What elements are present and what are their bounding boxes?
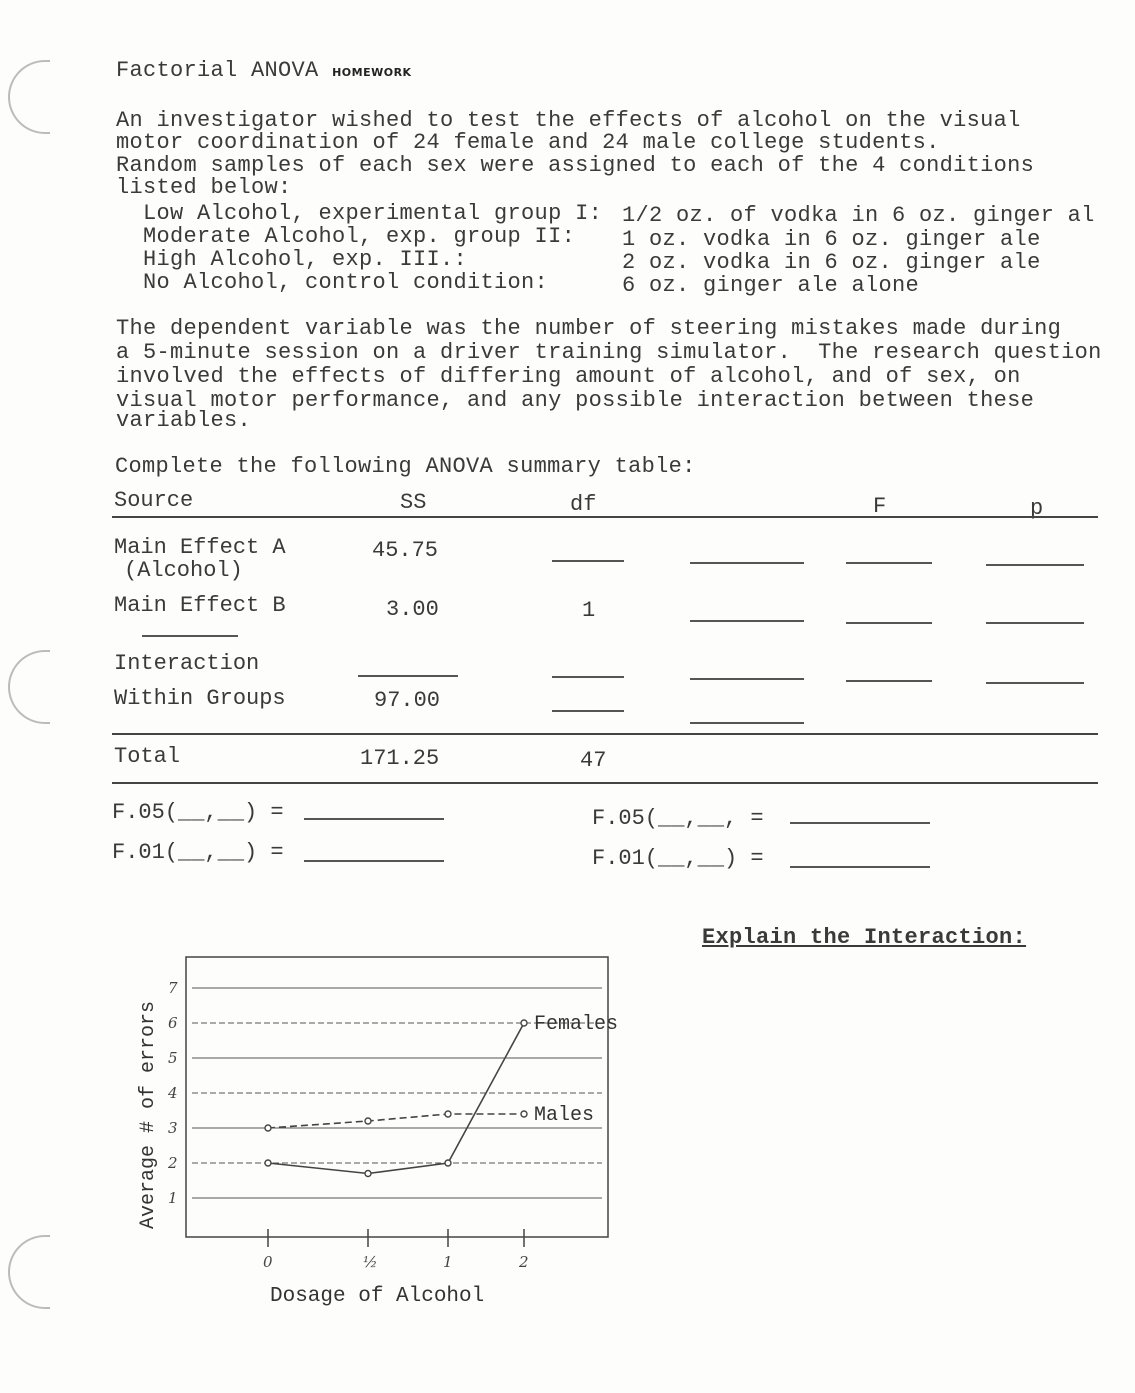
row-source: Within Groups (114, 686, 286, 711)
data-point (265, 1160, 271, 1166)
header-p: p (1030, 496, 1044, 521)
data-point (445, 1111, 451, 1117)
data-point (521, 1111, 527, 1117)
data-point (265, 1125, 271, 1131)
ms-blank[interactable] (690, 722, 804, 724)
total-rule (112, 733, 1098, 735)
page-title: Factorial ANOVA HOMEWORK (116, 58, 412, 83)
data-point (521, 1020, 527, 1026)
punch-hole (8, 1235, 50, 1309)
y-tick-label: 7 (168, 979, 178, 997)
p-blank[interactable] (986, 564, 1084, 566)
df-blank[interactable] (552, 676, 624, 678)
row-ss: 45.75 (372, 538, 439, 563)
row-source-sub: (Alcohol) (124, 558, 243, 583)
punch-hole (8, 650, 50, 724)
f01-blank[interactable] (304, 860, 444, 862)
data-point (365, 1118, 371, 1124)
x-tick-label: ½ (363, 1253, 378, 1271)
legend-label-males: Males (534, 1104, 595, 1127)
ms-blank[interactable] (690, 562, 804, 564)
row-df: 47 (580, 748, 607, 773)
row-ss: 3.00 (386, 597, 439, 622)
f-blank[interactable] (846, 562, 932, 564)
explain-heading: Explain the Interaction: (702, 925, 1027, 950)
y-tick-label: 6 (168, 1014, 178, 1032)
plot-frame (186, 957, 608, 1237)
f-blank[interactable] (846, 680, 932, 682)
handwritten-note: HOMEWORK (332, 66, 412, 79)
header-ss: SS (400, 490, 427, 515)
header-source: Source (114, 488, 194, 513)
condition-treatment: 2 oz. vodka in 6 oz. ginger ale (622, 250, 1041, 275)
f05-blank-b[interactable] (790, 822, 930, 824)
data-point (365, 1171, 371, 1177)
x-tick-label: 1 (443, 1253, 453, 1271)
series-line-females (268, 1023, 524, 1174)
series-line-males (268, 1114, 524, 1128)
header-rule (112, 516, 1098, 518)
condition-treatment: 1 oz. vodka in 6 oz. ginger ale (622, 227, 1041, 252)
condition-name: Low Alcohol, experimental group I: (143, 201, 603, 226)
f01-blank-b[interactable] (790, 866, 930, 868)
f05-label: F.05(__,__) = (112, 800, 284, 825)
legend-label-females: Females (534, 1013, 619, 1036)
row-source: Interaction (114, 651, 260, 676)
df-blank[interactable] (552, 710, 624, 712)
row-df: 1 (582, 598, 596, 623)
f05-label-b: F.05(__,__, = (592, 806, 764, 831)
x-tick-label: 0 (263, 1253, 273, 1271)
f-blank[interactable] (846, 622, 932, 624)
y-tick-label: 1 (168, 1189, 178, 1207)
y-tick-label: 3 (168, 1119, 178, 1137)
p-blank[interactable] (986, 622, 1084, 624)
df-blank[interactable] (552, 560, 624, 562)
y-axis-label: Average # of errors (137, 1000, 160, 1229)
p-blank[interactable] (986, 682, 1084, 684)
source-blank[interactable] (142, 635, 238, 637)
row-source: Total (114, 744, 181, 769)
x-axis-label: Dosage of Alcohol (270, 1285, 485, 1308)
header-df: df (570, 492, 597, 517)
condition-treatment: 1/2 oz. of vodka in 6 oz. ginger al (622, 203, 1095, 228)
interaction-chart (120, 945, 660, 1325)
x-tick-label: 2 (519, 1253, 529, 1271)
condition-treatment: 6 oz. ginger ale alone (622, 273, 920, 298)
condition-name: No Alcohol, control condition: (143, 270, 549, 295)
y-tick-label: 5 (168, 1049, 178, 1067)
ss-blank[interactable] (358, 675, 458, 677)
punch-hole (8, 60, 50, 134)
row-ss: 97.00 (374, 688, 441, 713)
ms-blank[interactable] (690, 620, 804, 622)
f01-label: F.01(__,__) = (112, 840, 284, 865)
row-source: Main Effect A (114, 535, 286, 560)
bottom-rule (112, 782, 1098, 784)
f01-label-b: F.01(__,__) = (592, 846, 764, 871)
f05-blank[interactable] (304, 818, 444, 820)
ms-blank[interactable] (690, 678, 804, 680)
table-instruction: Complete the following ANOVA summary table: (115, 454, 696, 479)
row-source: Main Effect B (114, 593, 286, 618)
row-ss: 171.25 (360, 746, 440, 771)
data-point (445, 1160, 451, 1166)
condition-name: High Alcohol, exp. III.: (143, 247, 468, 272)
y-tick-label: 2 (168, 1154, 178, 1172)
header-f: F (873, 494, 887, 519)
y-tick-label: 4 (168, 1084, 178, 1102)
condition-name: Moderate Alcohol, exp. group II: (143, 224, 576, 249)
